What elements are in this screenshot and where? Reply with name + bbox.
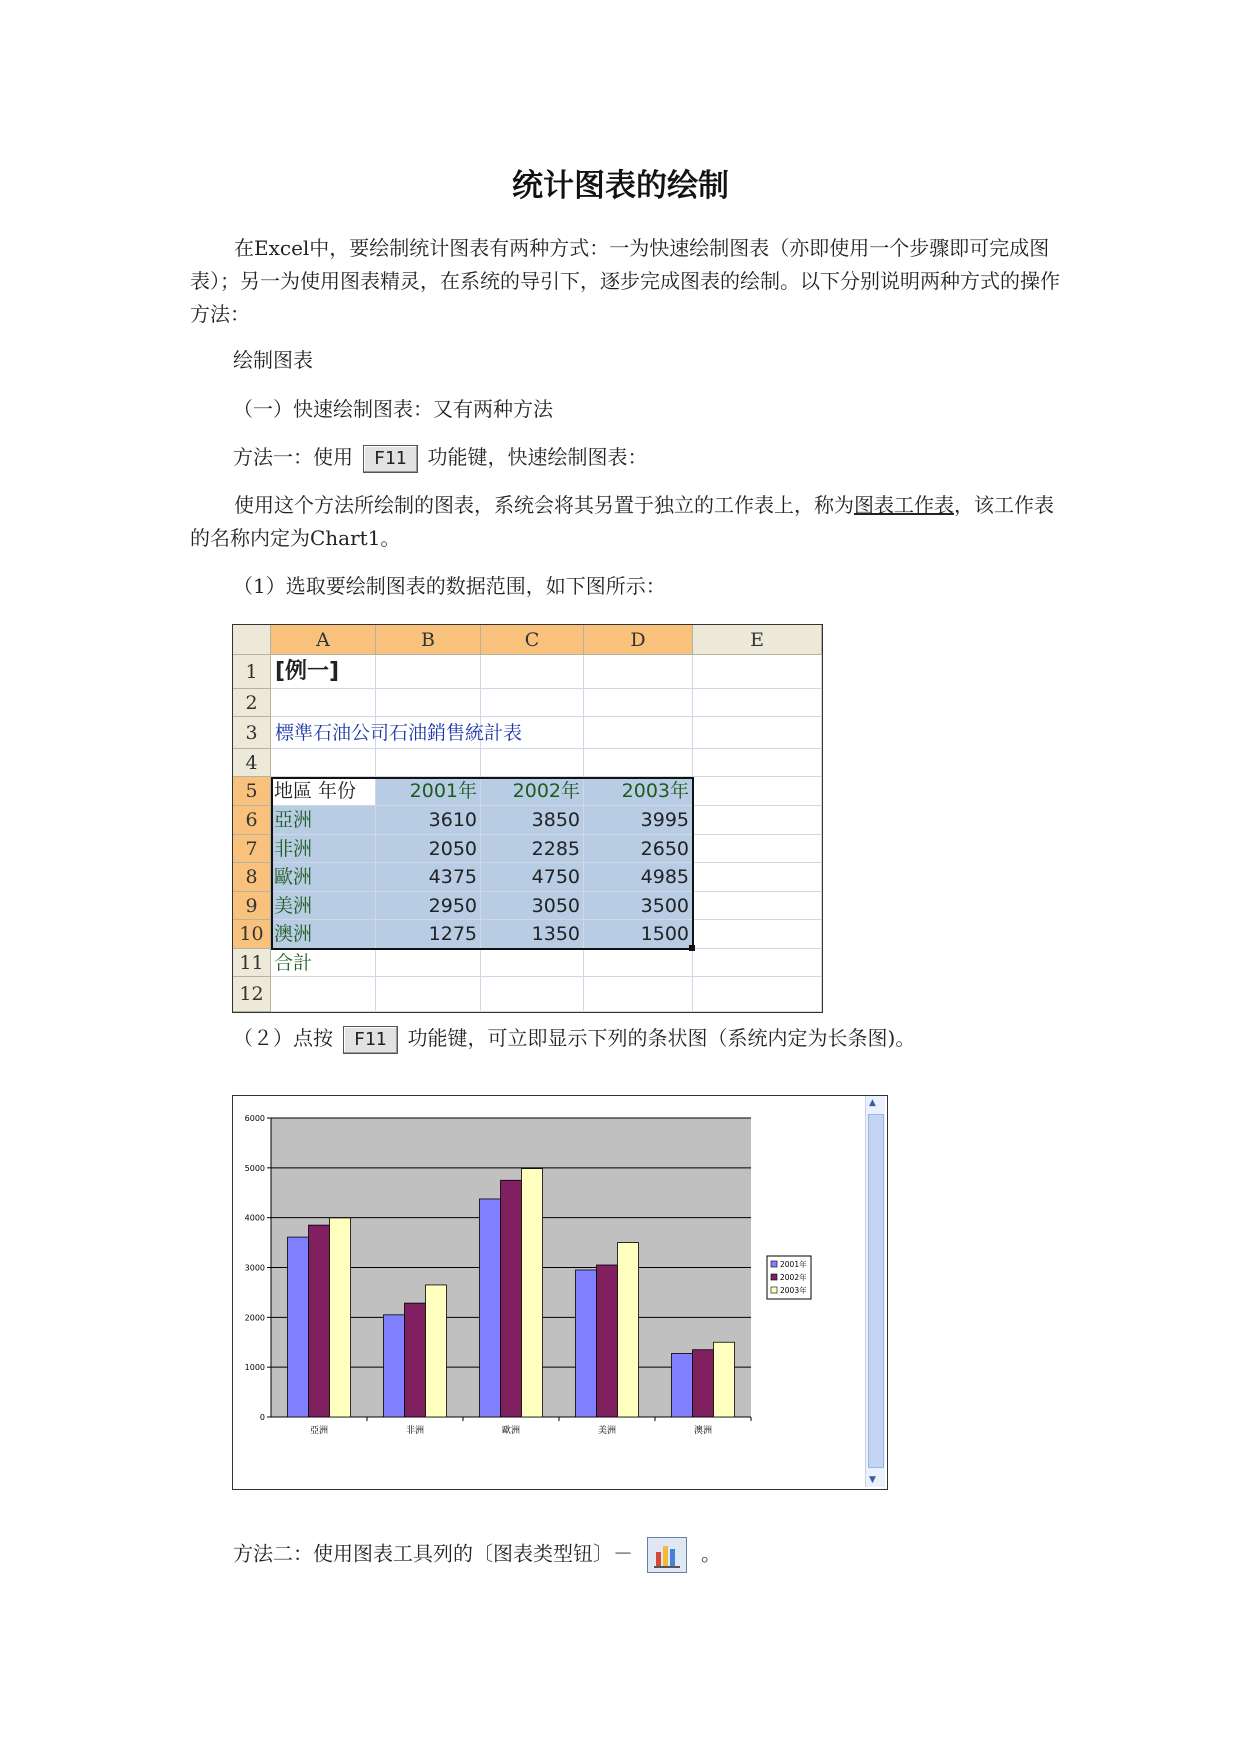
grid-cell[interactable] xyxy=(376,949,481,977)
grid-cell[interactable] xyxy=(271,977,376,1012)
chart-sheet-term: 图表工作表 xyxy=(854,493,954,517)
chart-scrollbar[interactable] xyxy=(865,1096,885,1487)
value-cell[interactable]: 3050 xyxy=(481,892,584,920)
legend-label: 2003年 xyxy=(780,1286,807,1295)
grid-cell[interactable] xyxy=(693,835,822,863)
row-header[interactable]: 5 xyxy=(233,777,271,806)
grid-cell[interactable] xyxy=(271,749,376,777)
scroll-up-icon[interactable]: ▲ xyxy=(869,1098,876,1108)
grid-cell[interactable] xyxy=(693,949,822,977)
x-tick-label: 澳洲 xyxy=(693,1426,713,1436)
bar xyxy=(522,1169,543,1417)
region-cell[interactable]: 亞洲 xyxy=(271,806,376,835)
grid-cell[interactable] xyxy=(693,689,822,717)
x-tick-label: 美洲 xyxy=(597,1426,617,1436)
bar xyxy=(576,1270,597,1417)
value-cell[interactable]: 3850 xyxy=(481,806,584,835)
spreadsheet-figure xyxy=(232,624,823,1013)
column-header[interactable]: D xyxy=(584,625,693,655)
bar xyxy=(501,1180,522,1417)
value-cell[interactable]: 1275 xyxy=(376,920,481,949)
header-corner-cell[interactable]: 地區 年份 xyxy=(271,777,376,806)
grid-cell[interactable] xyxy=(376,977,481,1012)
grid-cell[interactable] xyxy=(481,977,584,1012)
select-all-corner[interactable] xyxy=(233,625,271,655)
legend-swatch xyxy=(771,1261,777,1267)
grid-cell[interactable] xyxy=(481,689,584,717)
y-tick-label: 4000 xyxy=(244,1213,265,1223)
row-header[interactable]: 8 xyxy=(233,863,271,892)
grid-cell[interactable] xyxy=(693,749,822,777)
grid-cell[interactable] xyxy=(584,949,693,977)
f11-key: F11 xyxy=(363,445,418,473)
method2-suffix: 。 xyxy=(701,1541,721,1566)
desc-part1: 使用这个方法所绘制的图表，系统会将其另置于独立的工作表上，称为 xyxy=(234,493,854,517)
legend-label: 2002年 xyxy=(780,1273,807,1282)
grid-cell[interactable] xyxy=(693,977,822,1012)
row-header[interactable]: 12 xyxy=(233,977,271,1012)
x-tick-label: 非洲 xyxy=(405,1426,425,1436)
bar xyxy=(714,1342,735,1417)
bar xyxy=(693,1350,714,1417)
grid-cell[interactable] xyxy=(584,689,693,717)
row-header[interactable]: 1 xyxy=(233,655,271,689)
bar xyxy=(288,1237,309,1417)
year-header-cell[interactable]: 2003年 xyxy=(584,777,693,806)
value-cell[interactable]: 3610 xyxy=(376,806,481,835)
row-header[interactable]: 11 xyxy=(233,949,271,977)
x-tick-label: 亞洲 xyxy=(309,1426,329,1436)
bar-chart-icon[interactable] xyxy=(647,1537,687,1573)
y-tick-label: 3000 xyxy=(244,1263,265,1273)
bar xyxy=(309,1225,330,1417)
region-cell[interactable]: 非洲 xyxy=(271,835,376,863)
x-tick-label: 歐洲 xyxy=(501,1426,521,1436)
step1-text: （1）选取要绘制图表的数据范围，如下图所示： xyxy=(233,574,666,598)
row-header[interactable]: 6 xyxy=(233,806,271,835)
total-label-cell[interactable]: 合計 xyxy=(271,949,376,977)
column-header[interactable]: B xyxy=(376,625,481,655)
grid-cell[interactable] xyxy=(693,892,822,920)
value-cell[interactable]: 2950 xyxy=(376,892,481,920)
bar xyxy=(405,1303,426,1417)
column-header[interactable]: C xyxy=(481,625,584,655)
f11-key: F11 xyxy=(343,1026,398,1054)
bar xyxy=(480,1199,501,1417)
row-header[interactable]: 7 xyxy=(233,835,271,863)
fill-handle[interactable] xyxy=(689,945,695,951)
grid-cell[interactable] xyxy=(376,749,481,777)
bar xyxy=(618,1243,639,1417)
grid-cell[interactable] xyxy=(481,655,584,689)
grid-cell[interactable] xyxy=(693,717,822,749)
grid-cell[interactable] xyxy=(376,689,481,717)
method2-line xyxy=(233,1537,721,1573)
value-cell[interactable]: 4375 xyxy=(376,863,481,892)
row-header[interactable]: 4 xyxy=(233,749,271,777)
region-cell[interactable]: 美洲 xyxy=(271,892,376,920)
legend-label: 2001年 xyxy=(780,1260,807,1269)
method2-prefix: 方法二：使用图表工具列的〔图表类型钮〕－ xyxy=(233,1541,633,1566)
method1-prefix: 方法一：使用 xyxy=(233,445,353,469)
grid-cell[interactable] xyxy=(693,920,822,949)
column-header[interactable]: E xyxy=(693,625,822,655)
intro-paragraph: 在Excel中，要绘制统计图表有两种方式：一为快速绘制图表（亦即使用一个步骤即可完成图表）；另一为使用图表精灵，在系统的导引下，逐步完成图表的绘制。以下分别说明两种方式的操作方法： xyxy=(190,236,1060,326)
region-cell[interactable]: 澳洲 xyxy=(271,920,376,949)
chart-figure xyxy=(232,1095,888,1490)
y-tick-label: 6000 xyxy=(244,1114,265,1123)
bar xyxy=(597,1265,618,1417)
grid-cell[interactable] xyxy=(584,977,693,1012)
value-cell[interactable]: 4985 xyxy=(584,863,693,892)
grid-cell[interactable] xyxy=(271,689,376,717)
grid-cell[interactable] xyxy=(584,655,693,689)
step2-prefix: （２）点按 xyxy=(233,1026,333,1050)
bar xyxy=(330,1218,351,1417)
year-header-cell[interactable]: 2001年 xyxy=(376,777,481,806)
grid-cell[interactable] xyxy=(584,717,693,749)
bar xyxy=(672,1353,693,1417)
legend-swatch xyxy=(771,1287,777,1293)
grid-cell[interactable] xyxy=(693,655,822,689)
page-title: 统计图表的绘制 xyxy=(512,168,729,204)
bar-chart xyxy=(233,1096,887,1489)
value-cell[interactable]: 1500 xyxy=(584,920,693,949)
value-cell[interactable]: 2050 xyxy=(376,835,481,863)
value-cell[interactable]: 3995 xyxy=(584,806,693,835)
grid-cell[interactable] xyxy=(693,806,822,835)
scroll-down-icon[interactable]: ▼ xyxy=(869,1475,876,1485)
example-label-cell[interactable]: [例一] xyxy=(271,655,481,689)
y-tick-label: 0 xyxy=(259,1413,265,1422)
grid-cell[interactable] xyxy=(693,863,822,892)
table-title-cell[interactable]: 標準石油公司石油銷售統計表 xyxy=(271,717,584,749)
y-tick-label: 1000 xyxy=(244,1363,265,1373)
grid-cell[interactable] xyxy=(481,749,584,777)
bar xyxy=(426,1285,447,1417)
row-header[interactable]: 2 xyxy=(233,689,271,717)
bar xyxy=(384,1315,405,1417)
column-header[interactable]: A xyxy=(271,625,376,655)
grid-cell[interactable] xyxy=(481,949,584,977)
value-cell[interactable]: 2650 xyxy=(584,835,693,863)
y-tick-label: 2000 xyxy=(244,1313,265,1323)
method1-line xyxy=(233,441,648,474)
region-cell[interactable]: 歐洲 xyxy=(271,863,376,892)
method1-suffix: 功能键，快速绘制图表： xyxy=(427,445,648,469)
grid-cell[interactable] xyxy=(693,777,822,806)
method1-description xyxy=(190,489,1060,555)
value-cell[interactable]: 3500 xyxy=(584,892,693,920)
step2-suffix: 功能键，可立即显示下列的条状图（系统内定为长条图)。 xyxy=(407,1026,916,1050)
year-header-cell[interactable]: 2002年 xyxy=(481,777,584,806)
scroll-thumb[interactable] xyxy=(868,1114,884,1468)
desc-part2: ，该工作表的名称内定为Chart1。 xyxy=(190,493,1054,550)
legend-swatch xyxy=(771,1274,777,1280)
subheading: （一）快速绘制图表：又有两种方法 xyxy=(233,397,553,421)
row-header[interactable]: 3 xyxy=(233,717,271,749)
value-cell[interactable]: 2285 xyxy=(481,835,584,863)
step2-line xyxy=(233,1022,915,1055)
row-header[interactable]: 9 xyxy=(233,892,271,920)
value-cell[interactable]: 1350 xyxy=(481,920,584,949)
y-tick-label: 5000 xyxy=(244,1163,265,1173)
grid-cell[interactable] xyxy=(584,749,693,777)
value-cell[interactable]: 4750 xyxy=(481,863,584,892)
row-header[interactable]: 10 xyxy=(233,920,271,949)
section-heading: 绘制图表 xyxy=(233,348,313,372)
